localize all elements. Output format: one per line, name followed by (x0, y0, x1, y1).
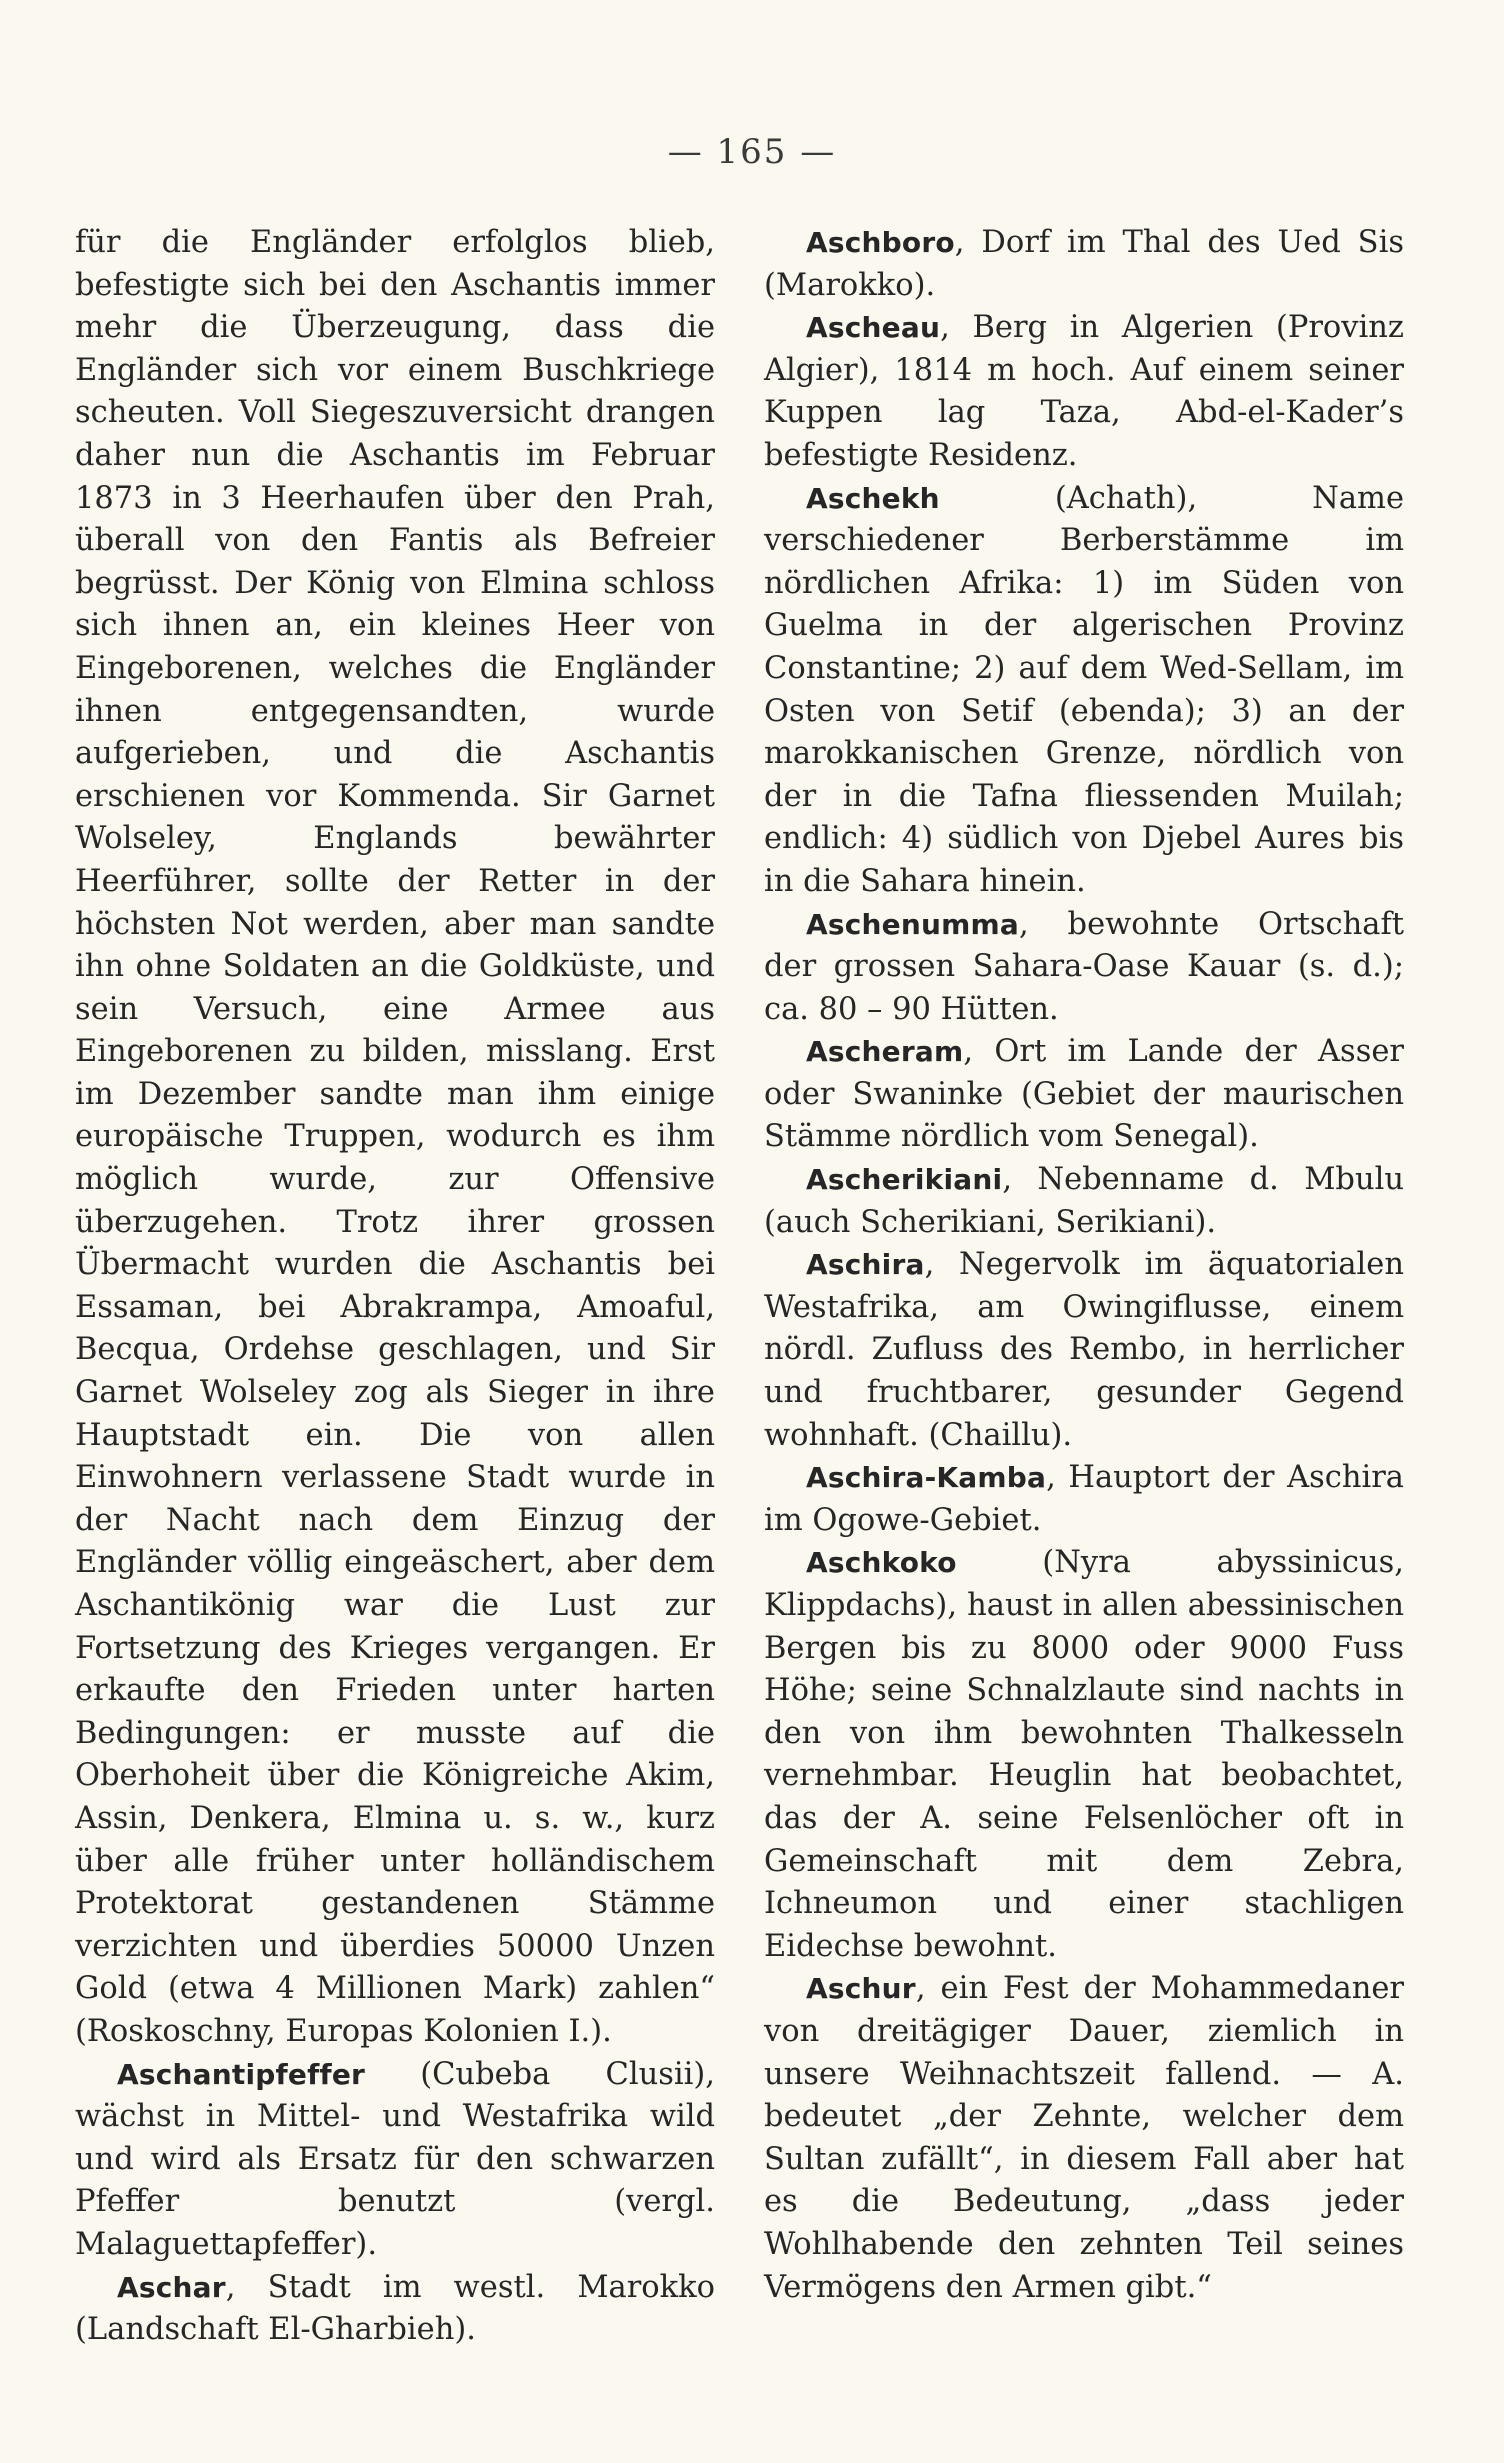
dictionary-entry (764, 1244, 1404, 1457)
entry-headword: Aschur (806, 1972, 916, 2006)
entry-headword: Ascherikiani (806, 1163, 1003, 1197)
entry-headword: Ascheram (806, 1035, 964, 1069)
entry-text: , Nebenname d. Mbulu (auch Scherikiani, Serikiani). (764, 1162, 1404, 1240)
entry-text: , Stadt im westl. Marokko (Landschaft El-Gharbieh). (75, 2269, 715, 2348)
dictionary-entry (764, 904, 1404, 1032)
entry-headword: Aschkoko (806, 1546, 957, 1580)
entry-text: , Berg in Algerien (Provinz Algier), 1814 m hoch. Auf einem seiner Kuppen lag Taza, Abd-el-Kader’s befestigte Residenz. (764, 310, 1404, 473)
right-column (764, 222, 1404, 2309)
entry-text: , Negervolk im äquatorialen Westafrika, am Owingiflusse, einem nördl. Zufluss des Rembo, in herrlicher und fruchtbarer, gesunder Gegend wohnhaft. (Chaillu). (764, 1247, 1404, 1453)
dictionary-entry (764, 1031, 1404, 1159)
entry-text: , ein Fest der Mohammedaner von dreitägiger Dauer, ziemlich in unsere Weihnachtszeit fallend. — A. bedeutet „der Zehnte, welcher dem Sultan zufällt“, in diesem Fall aber hat es die Bedeutung, „dass jeder Wohlhabende den zehnten Teil seines Vermögens den Armen gibt.“ (764, 1971, 1404, 2305)
left-column (75, 222, 715, 2352)
entry-text: , bewohnte Ortschaft der grossen Sahara-Oase Kauar (s. d.); ca. 80 – 90 Hütten. (764, 906, 1404, 1027)
entry-headword: Aschekh (806, 481, 940, 515)
dictionary-entry (764, 1542, 1404, 1968)
dictionary-entry (75, 2267, 715, 2352)
entry-text: , Dorf im Thal des Ued Sis (Marokko). (764, 225, 1404, 303)
dictionary-entry (75, 2054, 715, 2267)
entry-text: (Cubeba Clusii), wächst in Mittel- und Westafrika wild und wird als Ersatz für den schwarzen Pfeffer benutzt (vergl. Malaguettapfeffer). (75, 2056, 715, 2262)
entry-headword: Aschira-Kamba (806, 1461, 1047, 1495)
entry-text: (Nyra abyssinicus, Klippdachs), haust in allen abessinischen Bergen bis zu 8000 oder 9000 Fuss Höhe; seine Schnalzlaute sind nachts in den von ihm bewohnten Thalkesseln vernehmbar. Heuglin hat beobachtet, das der A. seine Felsenlöcher oft in Gemeinschaft mit dem Zebra, Ichneumon und einer stachligen Eidechse bewohnt. (764, 1545, 1404, 1964)
dictionary-entry (764, 1968, 1404, 2309)
dictionary-entry (764, 1457, 1404, 1542)
continuation-paragraph: für die Engländer erfolglos blieb, befestigte sich bei den Aschantis immer mehr die Überzeugung, dass die Engländer sich vor einem Buschkriege scheuten. Voll Siegeszuversicht drangen daher nun die Aschantis im Februar 1873 in 3 Heerhaufen über den Prah, überall von den Fantis als Befreier begrüsst. Der König von Elmina schloss sich ihnen an, ein kleines Heer von Eingeborenen, welches die Engländer ihnen entgegensandten, wurde aufgerieben, und die Aschantis erschienen vor Kommenda. Sir Garnet Wolseley, Englands bewährter Heerführer, sollte der Retter in der höchsten Not werden, aber man sandte ihn ohne Soldaten an die Goldküste, und sein Versuch, eine Armee aus Eingeborenen zu bilden, misslang. Erst im Dezember sandte man ihm einige europäische Truppen, wodurch es ihm möglich wurde, zur Offensive überzugehen. Trotz ihrer grossen Übermacht wurden die Aschantis bei Essaman, bei Abrakrampa, Amoaful, Becqua, Ordehse geschlagen, und Sir Garnet Wolseley zog als Sieger in ihre Hauptstadt ein. Die von allen Einwohnern verlassene Stadt wurde in der Nacht nach dem Einzug der Engländer völlig eingeäschert, aber dem Aschantikönig war die Lust zur Fortsetzung des Krieges vergangen. Er erkaufte den Frieden unter harten Bedingungen: er musste auf die Oberhoheit über die Königreiche Akim, Assin, Denkera, Elmina u. s. w., kurz über alle früher unter holländischem Protektorat gestandenen Stämme verzichten und überdies 50000 Unzen Gold (etwa 4 Millionen Mark) zahlen“ (Roskoschny, Europas Kolonien I.). (75, 225, 715, 2049)
dictionary-entry (764, 307, 1404, 477)
entry-text: , Ort im Lande der Asser oder Swaninke (Gebiet der maurischen Stämme nördlich vom Senegal). (764, 1034, 1404, 1155)
entry-headword: Aschboro (806, 226, 955, 259)
entry-text: (Achath), Name verschiedener Berberstämme im nördlichen Afrika: 1) im Süden von Guelma in der algerischen Provinz Constantine; 2) auf dem Wed-Sellam, im Osten von Setif (ebenda); 3) an der marokkanischen Grenze, nördlich von der in die Tafna fliessenden Muilah; endlich: 4) südlich von Djebel Aures bis in die Sahara hinein. (764, 480, 1404, 899)
dictionary-entry (764, 222, 1404, 307)
entry-headword: Aschenumma (806, 907, 1019, 941)
entry-headword: Ascheau (806, 311, 941, 345)
dictionary-entry (764, 1159, 1404, 1244)
page-number: — 165 — (667, 132, 837, 172)
entry-headword: Aschar (117, 2270, 226, 2304)
dictionary-entry (764, 478, 1404, 904)
entry-headword: Aschira (806, 1248, 925, 1282)
entry-headword: Aschantipfeffer (117, 2057, 366, 2091)
entry-text: , Hauptort der Aschira im Ogowe-Gebiet. (764, 1460, 1404, 1538)
